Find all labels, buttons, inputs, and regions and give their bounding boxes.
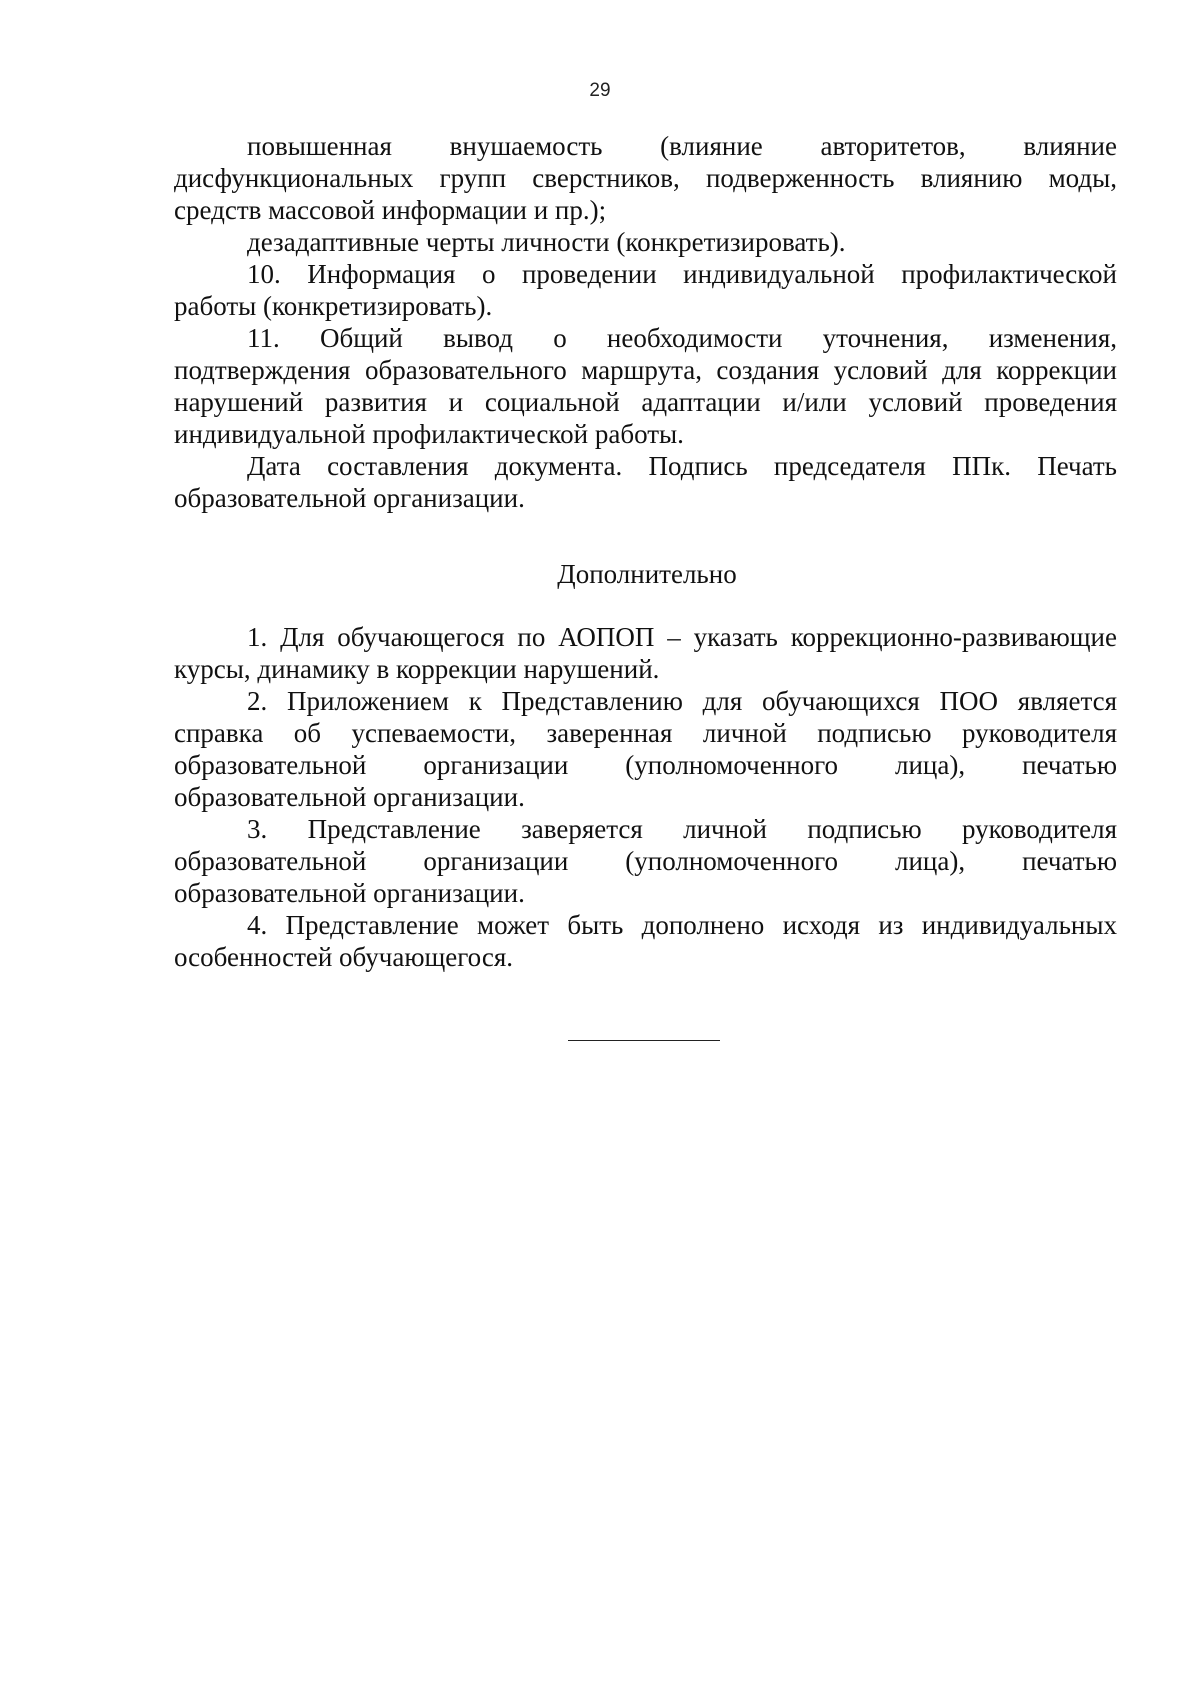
text-line: образовательной организации. xyxy=(174,483,525,513)
text-line: 10. Информация о проведении индивидуальной профилактической xyxy=(247,259,1117,289)
text-line: дезадаптивные черты личности (конкретизировать). xyxy=(247,227,846,257)
document-body-top xyxy=(174,130,1117,514)
page-number: 29 xyxy=(589,80,611,101)
text-line: повышенная внушаемость (влияние авторитетов, влияние xyxy=(247,131,1117,161)
additional-item-4 xyxy=(174,909,1117,973)
paragraph-maladaptive-traits xyxy=(174,226,1117,258)
paragraph-suggestibility xyxy=(174,130,1117,226)
end-of-document-rule xyxy=(568,1040,720,1041)
text-line: образовательной организации. xyxy=(174,878,525,908)
paragraph-item-10 xyxy=(174,258,1117,322)
document-body-additional xyxy=(174,621,1117,973)
text-line: работы (конкретизировать). xyxy=(174,291,493,321)
section-heading-additional: Дополнительно xyxy=(557,559,737,589)
text-line: индивидуальной профилактической работы. xyxy=(174,419,684,449)
text-line: 3. Представление заверяется личной подписью руководителя xyxy=(247,814,1117,844)
text-line: образовательной организации (уполномоченного лица), печатью xyxy=(174,750,1117,780)
text-line: дисфункциональных групп сверстников, подверженность влиянию моды, xyxy=(174,163,1117,193)
text-line: 4. Представление может быть дополнено исходя из индивидуальных xyxy=(247,910,1117,940)
text-line: курсы, динамику в коррекции нарушений. xyxy=(174,654,660,684)
text-line: нарушений развития и социальной адаптации и/или условий проведения xyxy=(174,387,1117,417)
additional-item-1 xyxy=(174,621,1117,685)
text-line: 11. Общий вывод о необходимости уточнения, изменения, xyxy=(247,323,1117,353)
additional-item-2 xyxy=(174,685,1117,813)
text-line: образовательной организации (уполномоченного лица), печатью xyxy=(174,846,1117,876)
text-line: средств массовой информации и пр.); xyxy=(174,195,607,225)
additional-item-3 xyxy=(174,813,1117,909)
text-line: особенностей обучающегося. xyxy=(174,942,514,972)
text-line: справка об успеваемости, заверенная личной подписью руководителя xyxy=(174,718,1117,748)
text-line: Дата составления документа. Подпись председателя ППк. Печать xyxy=(247,451,1117,481)
paragraph-date-signature xyxy=(174,450,1117,514)
paragraph-item-11 xyxy=(174,322,1117,450)
text-line: 2. Приложением к Представлению для обучающихся ПОО является xyxy=(247,686,1117,716)
text-line: образовательной организации. xyxy=(174,782,525,812)
text-line: 1. Для обучающегося по АОПОП – указать коррекционно-развивающие xyxy=(247,622,1117,652)
text-line: подтверждения образовательного маршрута, создания условий для коррекции xyxy=(174,355,1117,385)
